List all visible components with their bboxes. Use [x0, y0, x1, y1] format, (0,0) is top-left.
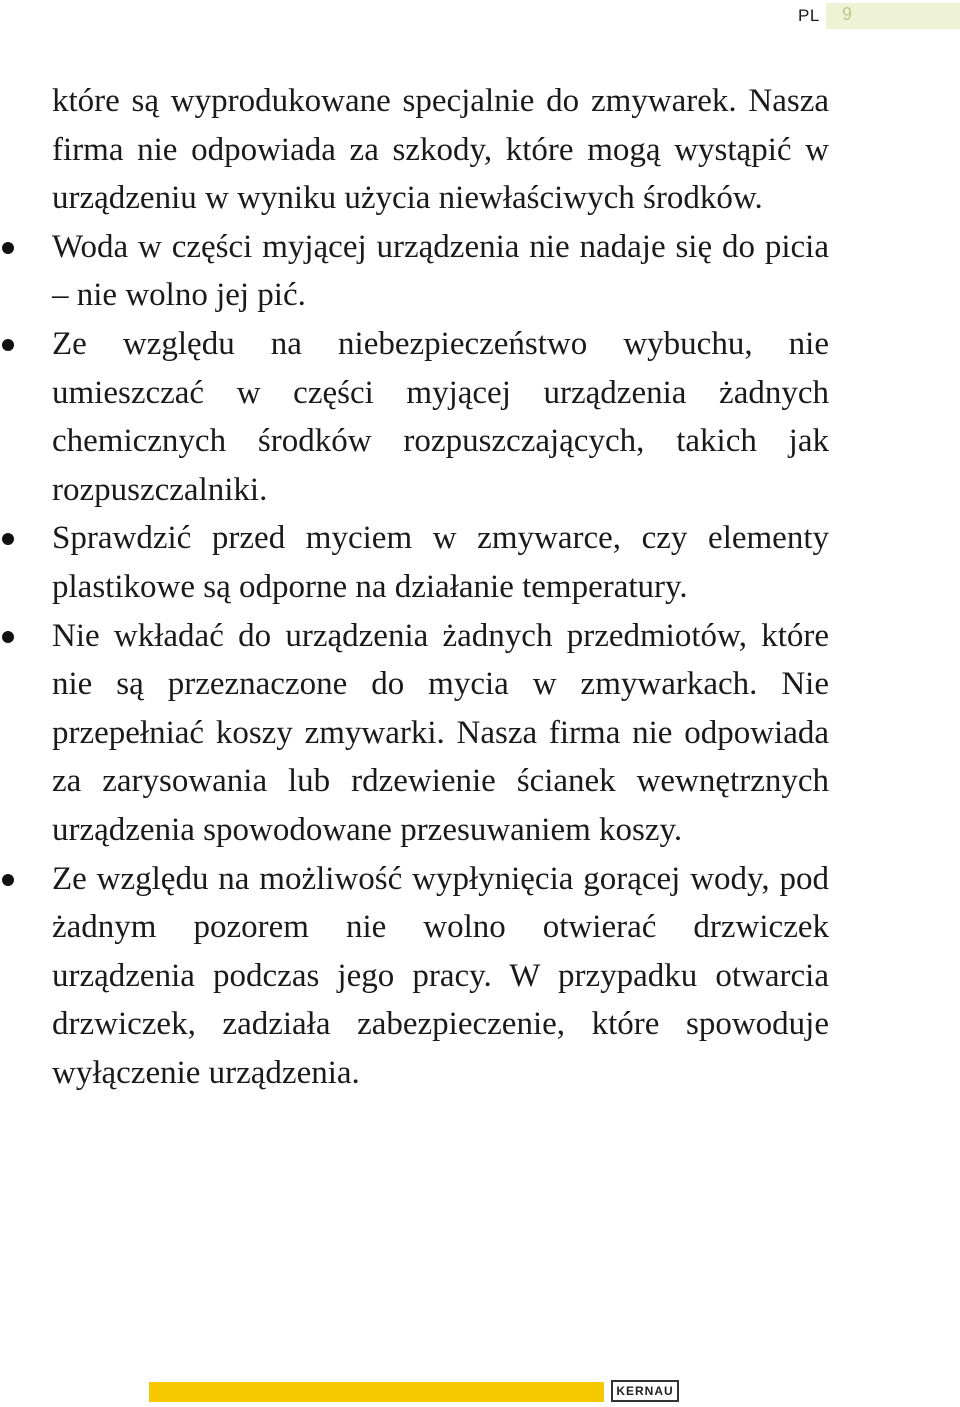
bullet-text: Sprawdzić przed myciem w zmywarce, czy elementy plastikowe są odporne na działanie temperatury.: [52, 520, 829, 605]
bullet-text: Nie wkładać do urządzenia żadnych przedmiotów, które nie są przeznaczone do mycia w zmywarkach. Nie przepełniać koszy zmywarki. Nasza firma nie odpowiada za zarysowania lub rdzewienie ścianek wewnętrznych urządzenia spowodowane przesuwaniem koszy.: [52, 617, 829, 848]
bullet-item-4: [52, 612, 829, 855]
footer-bar: [149, 1382, 604, 1402]
language-code: PL: [798, 6, 820, 25]
bullet-text: Woda w części myjącej urządzenia nie nadaje się do picia – nie wolno jej pić.: [52, 228, 829, 314]
bullet-item-1: [52, 223, 829, 320]
brand-logo-text: KERNAU: [616, 1384, 674, 1398]
bullet-icon: [2, 242, 14, 254]
page-body: [52, 77, 829, 1097]
bullet-icon: [2, 631, 14, 643]
bullet-icon: [2, 339, 14, 351]
bullet-item-3: [52, 514, 829, 611]
brand-logo: [611, 1380, 679, 1402]
bullet-text: Ze względu na możliwość wypłynięcia gorącej wody, pod żadnym pozorem nie wolno otwierać drzwiczek urządzenia podczas jego pracy. W przypadku otwarcia drzwiczek, zadziała zabezpieczenie, które spowoduje wyłączenie urządzenia.: [52, 860, 829, 1091]
page-number: 9: [842, 4, 853, 24]
bullet-icon: [2, 874, 14, 886]
bullet-item-2: [52, 320, 829, 514]
continuation-paragraph: które są wyprodukowane specjalnie do zmywarek. Nasza firma nie odpowiada za szkody, które mogą wystąpić w urządzeniu w wyniku użycia niewłaściwych środków.: [52, 83, 829, 217]
bullet-icon: [2, 533, 14, 545]
bullet-item-5: [52, 855, 829, 1098]
bullet-text: Ze względu na niebezpieczeństwo wybuchu, nie umieszczać w części myjącej urządzenia żadnych chemicznych środków rozpuszczających, takich jak rozpuszczalniki.: [52, 325, 829, 508]
